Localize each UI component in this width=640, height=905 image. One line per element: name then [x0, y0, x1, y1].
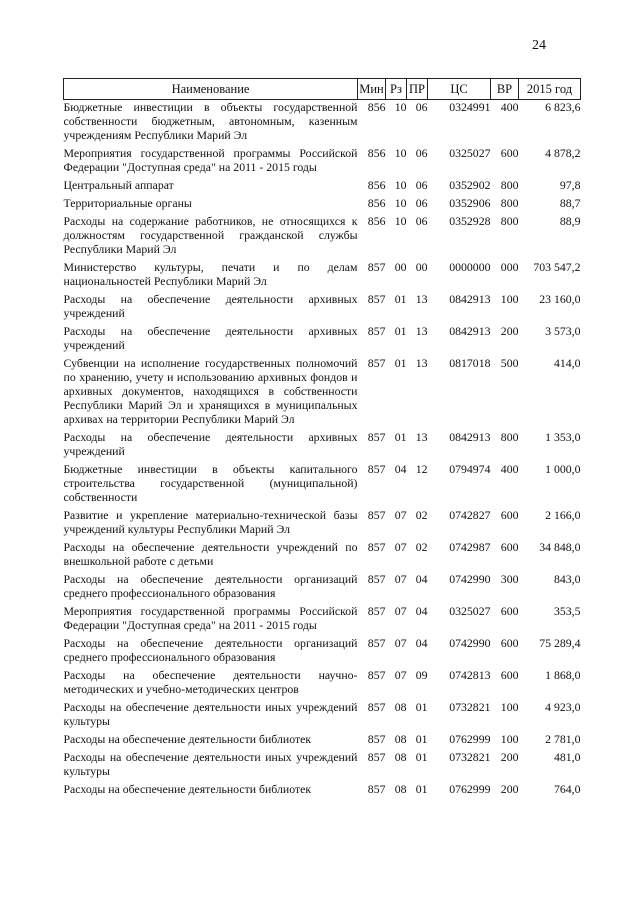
- row-min-cell: 857: [367, 604, 386, 618]
- table-row: [64, 636, 581, 668]
- row-vr-cell: 500: [500, 356, 519, 370]
- row-amount-cell: 2 781,0: [545, 732, 581, 746]
- row-name-cell: Расходы на обеспечение деятельности архивных учреждений: [63, 292, 358, 320]
- row-min-cell: 857: [367, 750, 386, 764]
- row-vr-cell: 100: [500, 732, 519, 746]
- table-row: [64, 146, 581, 178]
- row-pr-cell: 02: [415, 508, 428, 522]
- row-min-cell: 857: [367, 462, 386, 476]
- table-row: [64, 508, 581, 540]
- row-min-cell: 857: [367, 508, 386, 522]
- row-pr-cell: 04: [415, 604, 428, 618]
- row-pr-cell: 06: [415, 100, 428, 114]
- row-rz-cell: 10: [394, 214, 407, 228]
- row-name-cell: Министерство культуры, печати и по делам национальностей Республики Марий Эл: [63, 260, 358, 288]
- row-pr-cell: 06: [415, 146, 428, 160]
- row-amount-cell: 1 000,0: [545, 462, 581, 476]
- table-body: [64, 100, 581, 801]
- row-amount-cell: 764,0: [553, 782, 581, 796]
- table-row: [64, 604, 581, 636]
- row-rz-cell: 08: [394, 700, 407, 714]
- row-cs-cell: 0794974: [449, 462, 491, 476]
- row-cs-cell: 0742827: [449, 508, 491, 522]
- row-rz-cell: 10: [394, 146, 407, 160]
- row-name-cell: Расходы на обеспечение деятельности архивных учреждений: [63, 430, 358, 458]
- budget-table: [63, 78, 581, 800]
- row-amount-cell: 703 547,2: [533, 260, 581, 274]
- row-pr-cell: 04: [415, 636, 428, 650]
- row-cs-cell: 0742990: [449, 572, 491, 586]
- row-pr-cell: 06: [415, 178, 428, 192]
- row-vr-cell: 600: [500, 146, 519, 160]
- row-min-cell: 856: [367, 146, 386, 160]
- row-amount-cell: 97,8: [559, 178, 581, 192]
- row-vr-cell: 200: [500, 324, 519, 338]
- row-pr-cell: 01: [415, 700, 428, 714]
- row-cs-cell: 0325027: [449, 604, 491, 618]
- row-name-cell: Расходы на обеспечение деятельности иных учреждений культуры: [63, 700, 358, 728]
- row-rz-cell: 01: [394, 292, 407, 306]
- row-amount-cell: 34 848,0: [539, 540, 581, 554]
- row-cs-cell: 0742813: [449, 668, 491, 682]
- row-vr-cell: 200: [500, 750, 519, 764]
- row-name-cell: Территориальные органы: [63, 196, 192, 210]
- row-name-cell: Бюджетные инвестиции в объекты государственной собственности бюджетным, автономным, казенным учреждениям Республики Марий Эл: [63, 100, 358, 142]
- row-amount-cell: 6 823,6: [545, 100, 581, 114]
- row-pr-cell: 01: [415, 782, 428, 796]
- row-pr-cell: 06: [415, 214, 428, 228]
- row-pr-cell: 13: [415, 292, 428, 306]
- row-vr-cell: 100: [500, 292, 519, 306]
- row-vr-cell: 600: [500, 668, 519, 682]
- row-cs-cell: 0352906: [449, 196, 491, 210]
- row-name-cell: Расходы на содержание работников, не относящихся к должностям государственной гражданской службы Республики Марий Эл: [63, 214, 358, 256]
- header-name: Наименование: [64, 79, 358, 100]
- table-row: [64, 214, 581, 260]
- header-vr: ВР: [491, 79, 519, 100]
- row-min-cell: 857: [367, 668, 386, 682]
- table-row: [64, 430, 581, 462]
- row-name-cell: Центральный аппарат: [63, 178, 174, 192]
- row-cs-cell: 0762999: [449, 732, 491, 746]
- row-pr-cell: 01: [415, 750, 428, 764]
- table-row: [64, 178, 581, 196]
- table-row: [64, 356, 581, 430]
- row-pr-cell: 01: [415, 732, 428, 746]
- row-name-cell: Расходы на обеспечение деятельности организаций среднего профессионального образования: [63, 636, 358, 664]
- row-vr-cell: 200: [500, 782, 519, 796]
- row-pr-cell: 04: [415, 572, 428, 586]
- row-name-cell: Развитие и укрепление материально-технической базы учреждений культуры Республики Марий Эл: [63, 508, 358, 536]
- row-vr-cell: 600: [500, 636, 519, 650]
- row-vr-cell: 400: [500, 100, 519, 114]
- row-rz-cell: 07: [394, 572, 407, 586]
- row-cs-cell: 0732821: [449, 750, 491, 764]
- row-name-cell: Расходы на обеспечение деятельности библиотек: [63, 732, 312, 746]
- row-vr-cell: 800: [500, 178, 519, 192]
- row-amount-cell: 2 166,0: [545, 508, 581, 522]
- row-min-cell: 857: [367, 260, 386, 274]
- row-cs-cell: 0732821: [449, 700, 491, 714]
- row-min-cell: 857: [367, 324, 386, 338]
- row-pr-cell: 13: [415, 430, 428, 444]
- header-min: Мин: [358, 79, 386, 100]
- row-min-cell: 857: [367, 636, 386, 650]
- table-row: [64, 700, 581, 732]
- row-vr-cell: 300: [500, 572, 519, 586]
- row-cs-cell: 0762999: [449, 782, 491, 796]
- row-rz-cell: 01: [394, 324, 407, 338]
- row-rz-cell: 08: [394, 732, 407, 746]
- row-cs-cell: 0324991: [449, 100, 491, 114]
- row-min-cell: 857: [367, 700, 386, 714]
- row-cs-cell: 0352928: [449, 214, 491, 228]
- row-amount-cell: 88,7: [559, 196, 581, 210]
- row-name-cell: Бюджетные инвестиции в объекты капитального строительства государственной (муниципальной) собственности: [63, 462, 358, 504]
- row-amount-cell: 3 573,0: [545, 324, 581, 338]
- table-row: [64, 292, 581, 324]
- table-row: [64, 324, 581, 356]
- row-vr-cell: 000: [500, 260, 519, 274]
- row-amount-cell: 4 923,0: [545, 700, 581, 714]
- row-rz-cell: 08: [394, 750, 407, 764]
- row-rz-cell: 07: [394, 604, 407, 618]
- table-row: [64, 750, 581, 782]
- row-rz-cell: 01: [394, 356, 407, 370]
- table-row: [64, 462, 581, 508]
- row-min-cell: 857: [367, 430, 386, 444]
- row-name-cell: Мероприятия государственной программы Российской Федерации "Доступная среда" на 2011 - 2015 годы: [63, 146, 358, 174]
- row-pr-cell: 00: [415, 260, 428, 274]
- row-amount-cell: 1 353,0: [545, 430, 581, 444]
- row-cs-cell: 0325027: [449, 146, 491, 160]
- row-name-cell: Расходы на обеспечение деятельности архивных учреждений: [63, 324, 358, 352]
- row-amount-cell: 843,0: [553, 572, 581, 586]
- row-rz-cell: 07: [394, 540, 407, 554]
- row-min-cell: 856: [367, 196, 386, 210]
- row-amount-cell: 481,0: [553, 750, 581, 764]
- table-row: [64, 732, 581, 750]
- row-min-cell: 856: [367, 100, 386, 114]
- table-header-row: [64, 79, 581, 100]
- row-name-cell: Расходы на обеспечение деятельности научно-методических и учебно-методических центров: [63, 668, 358, 696]
- row-vr-cell: 800: [500, 214, 519, 228]
- row-min-cell: 857: [367, 292, 386, 306]
- row-amount-cell: 353,5: [553, 604, 581, 618]
- row-rz-cell: 00: [394, 260, 407, 274]
- row-pr-cell: 09: [415, 668, 428, 682]
- row-amount-cell: 414,0: [553, 356, 581, 370]
- row-vr-cell: 600: [500, 604, 519, 618]
- row-amount-cell: 23 160,0: [539, 292, 581, 306]
- header-cs: ЦС: [428, 79, 491, 100]
- row-name-cell: Мероприятия государственной программы Российской Федерации "Доступная среда" на 2011 - 2015 годы: [63, 604, 358, 632]
- row-rz-cell: 08: [394, 782, 407, 796]
- row-amount-cell: 1 868,0: [545, 668, 581, 682]
- header-year: 2015 год: [519, 79, 581, 100]
- row-rz-cell: 07: [394, 636, 407, 650]
- row-cs-cell: 0817018: [449, 356, 491, 370]
- row-vr-cell: 800: [500, 196, 519, 210]
- row-cs-cell: 0742987: [449, 540, 491, 554]
- row-pr-cell: 13: [415, 324, 428, 338]
- table-row: [64, 100, 581, 147]
- row-min-cell: 857: [367, 356, 386, 370]
- row-name-cell: Расходы на обеспечение деятельности учреждений по внешкольной работе с детьми: [63, 540, 358, 568]
- row-name-cell: Субвенции на исполнение государственных полномочий по хранению, учету и использованию архивных фондов и архивных документов, находящихся в собственности Республики Марий Эл и хранящихся в муниципальных архивах на территории Республики Марий Эл: [63, 356, 358, 426]
- row-rz-cell: 07: [394, 668, 407, 682]
- row-vr-cell: 600: [500, 540, 519, 554]
- row-min-cell: 857: [367, 732, 386, 746]
- row-rz-cell: 10: [394, 196, 407, 210]
- table-row: [64, 668, 581, 700]
- row-vr-cell: 100: [500, 700, 519, 714]
- row-pr-cell: 02: [415, 540, 428, 554]
- row-cs-cell: 0742990: [449, 636, 491, 650]
- row-min-cell: 856: [367, 214, 386, 228]
- row-min-cell: 857: [367, 782, 386, 796]
- row-vr-cell: 400: [500, 462, 519, 476]
- row-cs-cell: 0842913: [449, 324, 491, 338]
- row-vr-cell: 800: [500, 430, 519, 444]
- row-pr-cell: 06: [415, 196, 428, 210]
- row-cs-cell: 0842913: [449, 430, 491, 444]
- row-amount-cell: 88,9: [559, 214, 581, 228]
- row-pr-cell: 12: [415, 462, 428, 476]
- row-pr-cell: 13: [415, 356, 428, 370]
- row-rz-cell: 10: [394, 178, 407, 192]
- row-amount-cell: 75 289,4: [539, 636, 581, 650]
- row-rz-cell: 10: [394, 100, 407, 114]
- row-cs-cell: 0352902: [449, 178, 491, 192]
- row-min-cell: 856: [367, 178, 386, 192]
- table-row: [64, 540, 581, 572]
- page-number: 24: [532, 38, 546, 53]
- table-row: [64, 260, 581, 292]
- table-row: [64, 572, 581, 604]
- row-rz-cell: 04: [394, 462, 407, 476]
- row-cs-cell: 0000000: [449, 260, 491, 274]
- row-vr-cell: 600: [500, 508, 519, 522]
- row-name-cell: Расходы на обеспечение деятельности иных учреждений культуры: [63, 750, 358, 778]
- row-amount-cell: 4 878,2: [545, 146, 581, 160]
- header-rz: Рз: [386, 79, 407, 100]
- table-row: [64, 782, 581, 800]
- table-row: [64, 196, 581, 214]
- row-name-cell: Расходы на обеспечение деятельности библиотек: [63, 782, 312, 796]
- row-min-cell: 857: [367, 572, 386, 586]
- row-name-cell: Расходы на обеспечение деятельности организаций среднего профессионального образования: [63, 572, 358, 600]
- header-pr: ПР: [407, 79, 428, 100]
- row-min-cell: 857: [367, 540, 386, 554]
- row-rz-cell: 07: [394, 508, 407, 522]
- row-cs-cell: 0842913: [449, 292, 491, 306]
- row-rz-cell: 01: [394, 430, 407, 444]
